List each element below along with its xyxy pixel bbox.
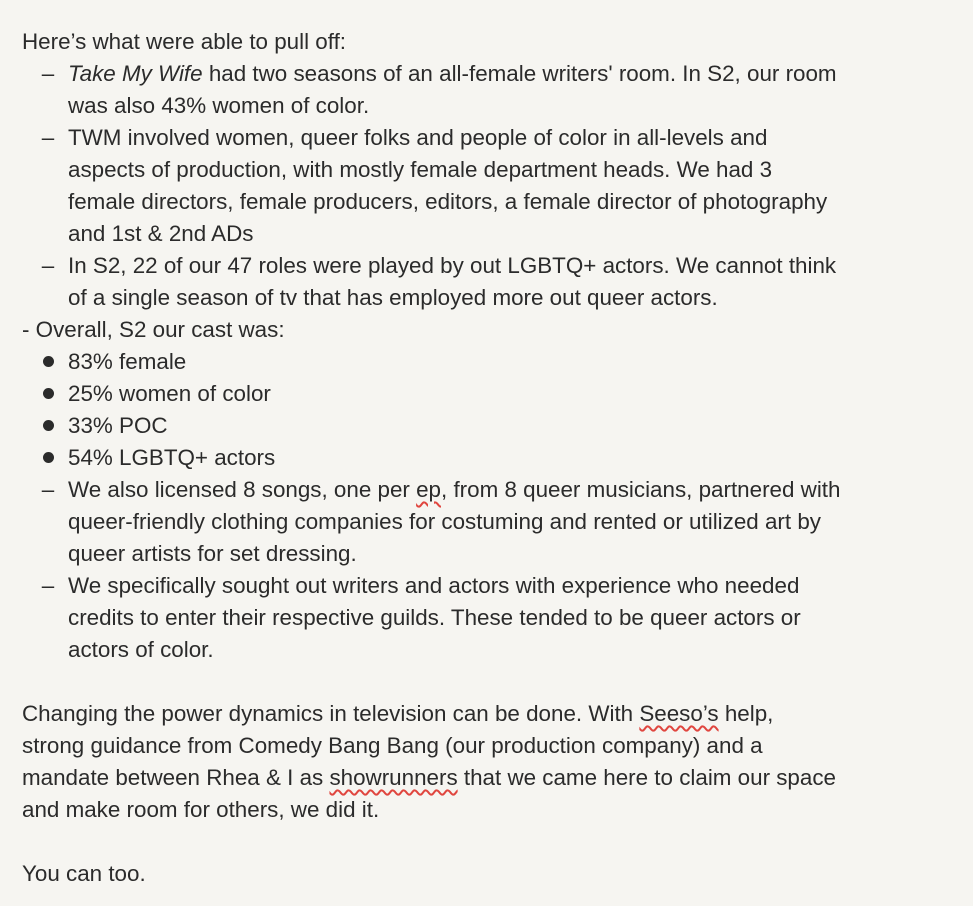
dash-marker: – — [41, 61, 55, 86]
spellcheck-word[interactable]: showrunners — [329, 765, 458, 790]
bullet-item-text: 83% female — [68, 349, 187, 374]
list-item-text: TWM involved women, queer folks and people of color in all-levels and — [68, 125, 768, 150]
list-item-text: In S2, 22 of our 47 roles were played by out LGBTQ+ actors. We cannot think — [68, 253, 837, 278]
list-item-text: aspects of production, with mostly female department heads. We had 3 — [68, 157, 773, 182]
list-item-text: of a single season of tv that has employed more out queer actors. — [68, 285, 718, 310]
closing-text: mandate between Rhea & I as — [22, 765, 330, 790]
list-item — [22, 570, 953, 666]
intro-text: Here’s what were able to pull off: — [22, 29, 347, 54]
bullet-item — [22, 378, 953, 410]
bullet-item — [22, 410, 953, 442]
dash-marker: – — [41, 573, 55, 598]
bullet-item-text: 54% LGBTQ+ actors — [68, 445, 276, 470]
dash-marker: – — [41, 477, 55, 502]
closing-text: strong guidance from Comedy Bang Bang (our production company) and a — [22, 733, 763, 758]
closing-text: and make room for others, we did it. — [22, 797, 380, 822]
list-item-text: We specifically sought out writers and actors with experience who needed — [68, 573, 800, 598]
list-item-text: had two seasons of an all-female writers' room. In S2, our room — [202, 61, 837, 86]
dash-marker: – — [41, 125, 55, 150]
list-item-text: was also 43% women of color. — [68, 93, 370, 118]
bullet-item — [22, 346, 953, 378]
overall-heading: - Overall, S2 our cast was: — [22, 317, 285, 342]
list-item — [22, 58, 953, 122]
list-item — [22, 474, 953, 570]
list-item-text: and 1st & 2nd ADs — [68, 221, 254, 246]
closing-text: Changing the power dynamics in television can be done. With — [22, 701, 640, 726]
list-item-text: female directors, female producers, editors, a female director of photography — [68, 189, 828, 214]
paragraph-gap — [22, 826, 953, 858]
list-item-text: actors of color. — [68, 637, 214, 662]
bullet-icon — [38, 410, 58, 442]
spellcheck-word[interactable]: ep — [416, 477, 441, 502]
bullet-icon — [38, 378, 58, 410]
list-item-text: credits to enter their respective guilds. These tended to be queer actors or — [68, 605, 801, 630]
bullet-icon — [38, 442, 58, 474]
bullet-item — [22, 442, 953, 474]
list-item-text: , from 8 queer musicians, partnered with — [441, 477, 841, 502]
closing-paragraph — [22, 698, 953, 826]
bullet-item-text: 33% POC — [68, 413, 168, 438]
list-item-text: queer-friendly clothing companies for costuming and rented or utilized art by — [68, 509, 821, 534]
paragraph-gap — [22, 666, 953, 698]
final-line: You can too. — [22, 861, 146, 886]
dash-marker: – — [41, 253, 55, 278]
list-item — [22, 122, 953, 250]
closing-text: help, — [718, 701, 774, 726]
list-item — [22, 250, 953, 314]
list-item-text: queer artists for set dressing. — [68, 541, 357, 566]
spellcheck-word[interactable]: Seeso’s — [639, 701, 719, 726]
closing-text: that we came here to claim our space — [457, 765, 836, 790]
list-item-text: We also licensed 8 songs, one per — [68, 477, 417, 502]
bullet-icon — [38, 346, 58, 378]
bullet-item-text: 25% women of color — [68, 381, 271, 406]
show-title: Take My Wife — [68, 61, 203, 86]
